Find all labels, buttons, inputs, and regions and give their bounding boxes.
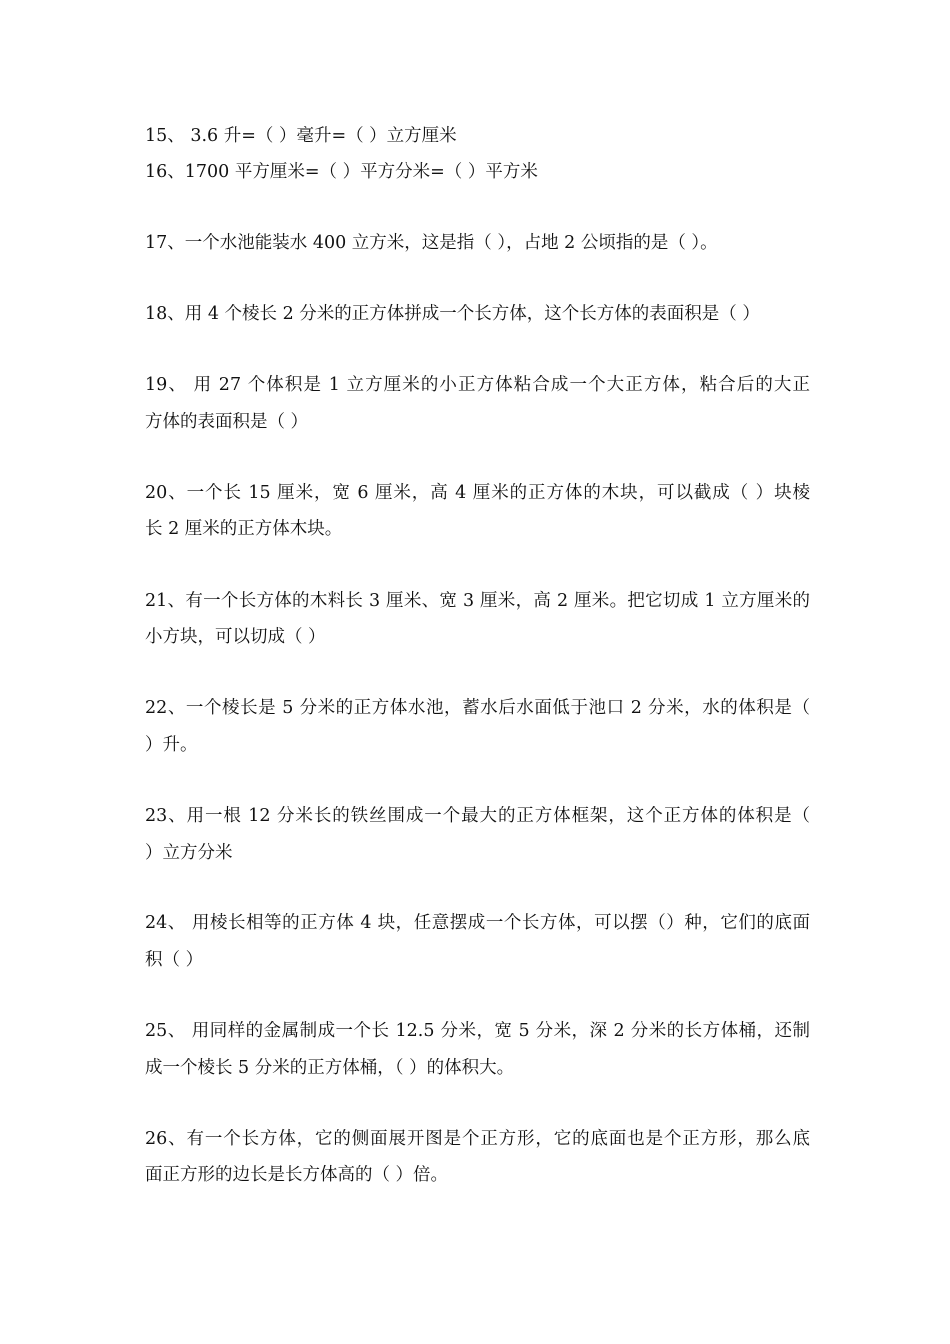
question-18: 18、用 4 个棱长 2 分米的正方体拼成一个长方体，这个长方体的表面积是（ ） <box>145 304 760 324</box>
question-26-line-2: 面正方形的边长是长方体高的（ ）倍。 <box>145 1165 449 1185</box>
question-20-line-1: 20、一个长 15 厘米，宽 6 厘米，高 4 厘米的正方体的木块，可以截成（ ）块棱 <box>145 483 810 503</box>
question-22-line-2: ）升。 <box>145 735 198 755</box>
question-19-line-1: 19、 用 27 个体积是 1 立方厘米的小正方体粘合成一个大正方体，粘合后的大正 <box>145 375 810 395</box>
question-24-line-1: 24、 用棱长相等的正方体 4 块，任意摆成一个长方体，可以摆（）种，它们的底面 <box>145 913 810 933</box>
question-26-line-1: 26、有一个长方体，它的侧面展开图是个正方形，它的底面也是个正方形，那么底 <box>145 1129 810 1149</box>
question-15: 15、 3.6 升=（ ）毫升=（ ）立方厘米 <box>145 126 457 146</box>
question-25-line-2: 成一个棱长 5 分米的正方体桶，（ ）的体积大。 <box>145 1058 515 1078</box>
question-21-line-2: 小方块，可以切成（ ） <box>145 627 326 647</box>
question-22-line-1: 22、一个棱长是 5 分米的正方体水池，蓄水后水面低于池口 2 分米，水的体积是（ <box>145 698 810 718</box>
question-25-line-1: 25、 用同样的金属制成一个长 12.5 分米，宽 5 分米，深 2 分米的长方体桶，还制 <box>145 1021 810 1041</box>
question-17: 17、一个水池能装水 400 立方米，这是指（ ），占地 2 公顷指的是（ ）。 <box>145 233 718 253</box>
question-23-line-2: ）立方分米 <box>145 843 233 863</box>
question-19-line-2: 方体的表面积是（ ） <box>145 412 309 432</box>
question-23-line-1: 23、用一根 12 分米长的铁丝围成一个最大的正方体框架，这个正方体的体积是（ <box>145 806 810 826</box>
question-24-line-2: 积（ ） <box>145 950 204 970</box>
question-21-line-1: 21、有一个长方体的木料长 3 厘米、宽 3 厘米，高 2 厘米。把它切成 1 立方厘米的 <box>145 591 810 611</box>
question-16: 16、1700 平方厘米=（ ）平方分米=（ ）平方米 <box>145 162 538 182</box>
question-20-line-2: 长 2 厘米的正方体木块。 <box>145 519 343 539</box>
